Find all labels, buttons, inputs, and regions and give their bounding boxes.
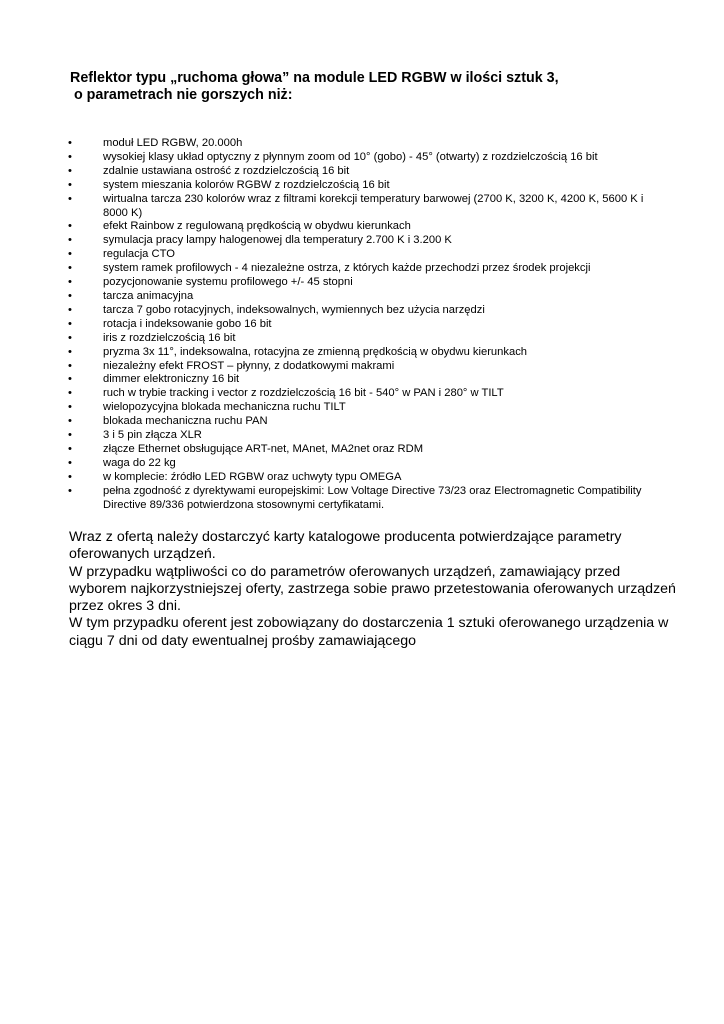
bullet-marker: •: [68, 484, 72, 497]
spec-item-text: dimmer elektroniczny 16 bit: [103, 373, 240, 386]
spec-item-text: wysokiej klasy układ optyczny z płynnym zoom od 10° (gobo) - 45° (otwarty) z rozdzielczością 16 bit: [103, 150, 598, 163]
spec-item: [68, 179, 658, 193]
spec-item-text: w komplecie: źródło LED RGBW oraz uchwyty typu OMEGA: [103, 470, 402, 483]
bullet-marker: •: [68, 150, 72, 163]
spec-item: [68, 137, 658, 151]
spec-item-text: tarcza 7 gobo rotacyjnych, indeksowalnych, wymiennych bez użycia narzędzi: [103, 303, 485, 316]
spec-item-text: iris z rozdzielczością 16 bit: [103, 331, 236, 344]
spec-item-text: system ramek profilowych - 4 niezależne ostrza, z których każde przechodzi przez środek projekcji: [103, 262, 591, 275]
closing-paragraphs: [69, 529, 679, 650]
spec-item-text: złącze Ethernet obsługujące ART-net, MAnet, MA2net oraz RDM: [103, 442, 424, 455]
spec-item: [68, 373, 658, 387]
spec-list: [68, 137, 658, 512]
bullet-marker: •: [68, 289, 72, 302]
spec-item: [68, 220, 658, 234]
bullet-marker: •: [68, 137, 72, 149]
spec-item: [68, 443, 658, 457]
bullet-marker: •: [68, 387, 72, 400]
spec-item: [68, 387, 658, 401]
bullet-marker: •: [68, 164, 72, 177]
bullet-marker: •: [68, 303, 72, 316]
spec-item-text: waga do 22 kg: [103, 456, 176, 469]
spec-item-text: 3 i 5 pin złącza XLR: [103, 429, 202, 442]
spec-item: [68, 165, 658, 179]
paragraph-delivery: W tym przypadku oferent jest zobowiązany do dostarczenia 1 sztuki oferowanego urządzenia w ciągu 7 dni od daty ewentualnej prośby zamawiającego: [69, 615, 669, 649]
bullet-marker: •: [68, 234, 72, 247]
spec-item: [68, 457, 658, 471]
spec-item: [68, 151, 658, 165]
spec-item-text: pryzma 3x 11°, indeksowalna, rotacyjna ze zmienną prędkością w obydwu kierunkach: [103, 345, 528, 358]
spec-item: [68, 360, 658, 374]
bullet-marker: •: [68, 262, 72, 275]
spec-item-text: zdalnie ustawiana ostrość z rozdzielczością 16 bit: [103, 164, 350, 177]
heading-line-2: o parametrach nie gorszych niż:: [70, 87, 293, 103]
bullet-marker: •: [68, 429, 72, 442]
spec-item-text: wielopozycyjna blokada mechaniczna ruchu TILT: [103, 401, 346, 414]
spec-item: [68, 248, 658, 262]
document-heading: [70, 70, 690, 104]
bullet-marker: •: [68, 331, 72, 344]
bullet-marker: •: [68, 317, 72, 330]
bullet-marker: •: [68, 373, 72, 386]
bullet-marker: •: [68, 276, 72, 289]
spec-item-text: wirtualna tarcza 230 kolorów wraz z filtrami korekcji temperatury barwowej (2700 K, 3200 K, 4200 K, 5600 K i 8000 K): [103, 192, 644, 219]
spec-item: [68, 276, 658, 290]
spec-item: [68, 304, 658, 318]
spec-item-text: regulacja CTO: [103, 248, 175, 261]
bullet-marker: •: [68, 178, 72, 191]
spec-item-text: niezależny efekt FROST – płynny, z dodatkowymi makrami: [103, 359, 395, 372]
bullet-marker: •: [68, 345, 72, 358]
spec-item: [68, 290, 658, 304]
spec-item-text: efekt Rainbow z regulowaną prędkością w obydwu kierunkach: [103, 220, 411, 233]
bullet-marker: •: [68, 192, 72, 205]
spec-item: [68, 318, 658, 332]
spec-item-text: pełna zgodność z dyrektywami europejskimi: Low Voltage Directive 73/23 oraz Electromagnetic Compatibility Directive 89/336 potwierdzona stosownymi certyfikatami.: [103, 484, 642, 511]
bullet-marker: •: [68, 470, 72, 483]
spec-item-text: moduł LED RGBW, 20.000h: [103, 137, 243, 149]
bullet-marker: •: [68, 442, 72, 455]
spec-item: [68, 332, 658, 346]
spec-item-text: blokada mechaniczna ruchu PAN: [103, 415, 268, 428]
spec-item: [68, 262, 658, 276]
spec-item-text: ruch w trybie tracking i vector z rozdzielczością 16 bit - 540° w PAN i 280° w TILT: [103, 387, 504, 400]
spec-item: [68, 346, 658, 360]
paragraph-catalog: Wraz z ofertą należy dostarczyć karty katalogowe producenta potwierdzające parametry oferowanych urządzeń.: [69, 529, 622, 563]
bullet-marker: •: [68, 248, 72, 261]
spec-item: [68, 429, 658, 443]
bullet-marker: •: [68, 220, 72, 233]
spec-item-text: symulacja pracy lampy halogenowej dla temperatury 2.700 K i 3.200 K: [103, 234, 452, 247]
spec-item: [68, 234, 658, 248]
spec-item: [68, 193, 658, 221]
spec-item-text: system mieszania kolorów RGBW z rozdzielczością 16 bit: [103, 178, 390, 191]
bullet-marker: •: [68, 401, 72, 414]
spec-item: [68, 485, 658, 513]
spec-item-text: pozycjonowanie systemu profilowego +/- 45 stopni: [103, 276, 353, 289]
bullet-marker: •: [68, 415, 72, 428]
spec-item-text: rotacja i indeksowanie gobo 16 bit: [103, 317, 272, 330]
heading-line-1: Reflektor typu „ruchoma głowa” na module LED RGBW w ilości sztuk 3,: [70, 70, 559, 86]
bullet-marker: •: [68, 456, 72, 469]
spec-item-text: tarcza animacyjna: [103, 289, 194, 302]
bullet-marker: •: [68, 359, 72, 372]
spec-item: [68, 471, 658, 485]
spec-item: [68, 415, 658, 429]
spec-item: [68, 401, 658, 415]
paragraph-testing: W przypadku wątpliwości co do parametrów oferowanych urządzeń, zamawiający przed wyborem najkorzystniejszej oferty, zastrzega sobie prawo przetestowania oferowanych urządzeń przez okres 3 dni.: [69, 563, 676, 615]
